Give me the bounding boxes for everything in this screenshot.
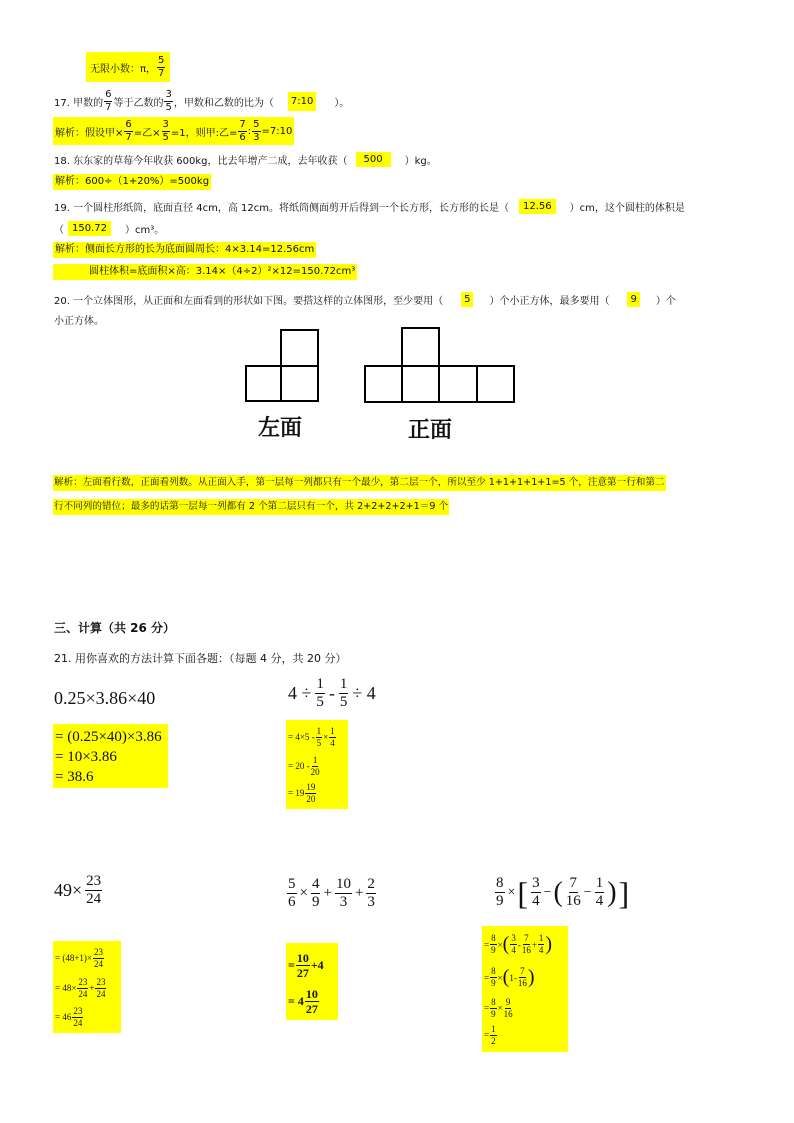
p3-s2-a: = 48× bbox=[55, 983, 77, 993]
p5-s3-a: = bbox=[484, 1003, 490, 1013]
p5-s1-fraction-2: $\frac{7}{16}$ bbox=[521, 933, 531, 955]
question-20 bbox=[54, 290, 676, 308]
p2-fraction-2: $\frac{1}{5}$ bbox=[339, 676, 348, 710]
q17-suffix: ，甲数和乙数的比为（ bbox=[173, 97, 274, 109]
problem-4-solution bbox=[286, 943, 338, 1020]
p3-s3-a: = 46 bbox=[55, 1012, 72, 1022]
p4-op2: + bbox=[323, 885, 332, 901]
q19-open2: （ bbox=[54, 224, 64, 236]
question-19 bbox=[54, 197, 685, 215]
q19-analysis-2: 圆柱体积=底面积×高：3.14×（4÷2）²×12=150.72cm³ bbox=[53, 264, 357, 280]
infinite-decimal-line bbox=[86, 52, 170, 82]
q17-analysis bbox=[53, 117, 294, 145]
fraction-5-7: $\frac{5}{7}$ bbox=[158, 54, 165, 79]
p2-s1-fraction-2: $\frac{1}{4}$ bbox=[330, 725, 335, 748]
q20-answer-1: 5 bbox=[461, 292, 473, 307]
question-20-line2: 小正方体。 bbox=[54, 316, 104, 327]
infinite-decimal-text: 无限小数：π， bbox=[90, 63, 157, 75]
q17-analysis-e: =7:10 bbox=[261, 125, 293, 137]
p3-s3-fraction: $\frac{23}{24}$ bbox=[73, 1005, 83, 1028]
p3-s2-b: + bbox=[89, 983, 95, 993]
p5-s2-one: 1- bbox=[509, 972, 517, 983]
front-view-cell bbox=[364, 365, 403, 403]
p5-fraction-1: $\frac{3}{4}$ bbox=[532, 875, 540, 909]
p5-s1-fraction-0: $\frac{8}{9}$ bbox=[491, 933, 496, 955]
p4-s1-a: = bbox=[288, 957, 295, 972]
problem-2-step-1 bbox=[288, 722, 346, 752]
q19-analysis-1: 解析：侧面长方形的长为底面圆周长：4×3.14=12.56cm bbox=[53, 242, 316, 258]
p4-fraction-3: $\frac{10}{3}$ bbox=[335, 876, 351, 910]
p5-right-paren: ) bbox=[607, 876, 617, 908]
p5-s1-fraction-3: $\frac{1}{4}$ bbox=[538, 933, 544, 955]
p5-s1-x: × bbox=[497, 939, 503, 950]
front-view-cell bbox=[438, 365, 478, 403]
problem-4-step-2 bbox=[288, 984, 336, 1018]
p4-op1: × bbox=[299, 885, 308, 901]
problem-4-step-1 bbox=[288, 946, 336, 984]
q17-analysis-fraction-2: $\frac{3}{5}$ bbox=[162, 118, 169, 143]
problem-1-expression: 0.25×3.86×40 bbox=[54, 688, 156, 708]
q20-analysis-line-1: 解析：左面看行数，正面看列数。从正面入手，第一层每一列都只有一个最少，第二层一个，所以至少 1+1+1+1+1=5 个，注意第一行和第二 bbox=[53, 475, 666, 491]
p2-s3-fraction: $\frac{19}{20}$ bbox=[306, 781, 316, 804]
p5-s1-p: + bbox=[531, 939, 537, 950]
q17-analysis-b: =乙× bbox=[133, 127, 161, 139]
q17-analysis-c: =1，则甲:乙= bbox=[170, 127, 238, 139]
p2-s3-a: = 19 bbox=[288, 788, 305, 798]
p2-fraction-1: $\frac{1}{5}$ bbox=[316, 676, 324, 710]
q19-text: 19. 一个圆柱形纸筒，底面直径 4cm，高 12cm。将纸筒侧面剪开后得到一个长方形，长方形的长是（ bbox=[54, 202, 510, 214]
q17-analysis-a: 解析：假设甲× bbox=[55, 127, 124, 139]
p5-left-paren: ( bbox=[553, 876, 563, 908]
p5-s2-right-paren: ) bbox=[527, 966, 535, 988]
q20-text: 20. 一个立体图形，从正面和左面看到的形状如下图。要搭这样的立体图形，至少要用（ bbox=[54, 295, 444, 307]
p5-fraction-2: $\frac{7}{16}$ bbox=[565, 875, 581, 909]
problem-3-expression bbox=[54, 874, 103, 907]
problem-4-expression bbox=[286, 877, 377, 910]
p3-s2-fraction-2: $\frac{23}{24}$ bbox=[96, 976, 106, 999]
p4-s1-b: +4 bbox=[310, 957, 324, 972]
p2-s1-fraction-1: $\frac{1}{5}$ bbox=[316, 725, 322, 748]
front-view-cell bbox=[476, 365, 515, 403]
problem-5-solution bbox=[482, 926, 568, 1052]
p4-fraction-4: $\frac{2}{3}$ bbox=[367, 876, 375, 910]
p5-s4-fraction: $\frac{1}{2}$ bbox=[491, 1023, 496, 1046]
p5-s1-a: = bbox=[484, 939, 490, 950]
p5-s3-fraction-0: $\frac{8}{9}$ bbox=[491, 996, 496, 1019]
p5-fraction-0: $\frac{8}{9}$ bbox=[496, 875, 504, 909]
left-view-cell bbox=[280, 365, 319, 402]
p5-right-bracket: ] bbox=[618, 874, 630, 911]
q17-analysis-fraction-3: $\frac{7}{6}$ bbox=[239, 118, 246, 143]
p5-s2-a: = bbox=[484, 972, 490, 983]
p5-s4-a: = bbox=[484, 1030, 490, 1040]
p3-s2-fraction-1: $\frac{23}{24}$ bbox=[78, 976, 88, 999]
p5-s1-fraction-1: $\frac{3}{4}$ bbox=[511, 933, 516, 955]
problem-3-solution bbox=[53, 941, 121, 1033]
q19-answer-2: 150.72 bbox=[68, 221, 111, 236]
problem-5-step-1 bbox=[484, 928, 566, 961]
q17-answer: 7:10 bbox=[288, 92, 316, 111]
p5-fraction-3: $\frac{1}{4}$ bbox=[595, 875, 604, 909]
problem-3-step-3 bbox=[55, 1003, 119, 1031]
p5-op0: × bbox=[507, 884, 516, 900]
p4-op3: + bbox=[354, 885, 364, 901]
q17-fraction-1: $\frac{6}{7}$ bbox=[105, 88, 112, 113]
q18-answer: 500 bbox=[356, 152, 391, 167]
p4-s2-fraction: $\frac{10}{27}$ bbox=[305, 986, 318, 1016]
p2-s1-a: = 4×5 - bbox=[288, 732, 315, 742]
q20-close: ）个 bbox=[655, 295, 676, 307]
section-3-title: 三、计算（共 26 分） bbox=[54, 621, 176, 635]
p5-s1-right-paren: ) bbox=[545, 933, 553, 955]
question-19-line2 bbox=[54, 219, 164, 237]
problem-1-step-2: = 10×3.86 bbox=[55, 749, 117, 765]
problem-5-step-4 bbox=[484, 1022, 566, 1048]
problem-2-step-3 bbox=[288, 780, 346, 806]
p2-s2-fraction: $\frac{1}{20}$ bbox=[310, 754, 320, 777]
p2-e-c: ÷ 4 bbox=[352, 683, 376, 703]
question-18 bbox=[54, 150, 437, 168]
problem-1-step-3: = 38.6 bbox=[55, 769, 94, 785]
p2-s2-a: = 20 - bbox=[288, 761, 310, 771]
q17-close: ）。 bbox=[334, 97, 350, 109]
p5-s3-x: × bbox=[497, 1003, 503, 1013]
problem-3-step-1 bbox=[55, 943, 119, 973]
problem-1-step-1: = (0.25×40)×3.86 bbox=[55, 729, 162, 745]
problem-5-step-2 bbox=[484, 961, 566, 994]
p2-s1-b: × bbox=[323, 732, 329, 742]
question-21: 21. 用你喜欢的方法计算下面各题：（每题 4 分，共 20 分） bbox=[54, 652, 347, 665]
p5-s2-x: × bbox=[497, 972, 503, 983]
p5-s3-fraction-1: $\frac{9}{16}$ bbox=[503, 996, 513, 1019]
q20-analysis-line-2: 行不同列的错位；最多的话第一层每一列都有 2 个第二层只有一个，共 2+2+2+2+1＝9 个 bbox=[53, 499, 449, 515]
p4-s1-fraction: $\frac{10}{27}$ bbox=[296, 950, 309, 980]
q17-analysis-d: : bbox=[247, 125, 252, 137]
p5-s1-m: - bbox=[517, 939, 521, 950]
problem-3-step-2 bbox=[55, 973, 119, 1003]
problem-2-step-2 bbox=[288, 752, 346, 780]
p4-fraction-2: $\frac{4}{9}$ bbox=[311, 876, 320, 910]
label-front-view: 正面 bbox=[408, 417, 453, 443]
q18-analysis: 解析：600÷（1+20%）=500kg bbox=[53, 174, 211, 190]
q19-close2: ）cm³。 bbox=[125, 224, 165, 236]
p5-s1-left-paren: ( bbox=[502, 933, 510, 955]
q17-analysis-fraction-4: $\frac{5}{3}$ bbox=[253, 118, 260, 143]
q19-answer-1: 12.56 bbox=[519, 199, 556, 214]
p3-s1-a: = (48+1)× bbox=[55, 953, 92, 963]
p5-op2: − bbox=[583, 884, 592, 900]
p5-s2-left-paren: ( bbox=[502, 966, 510, 988]
problem-5-expression bbox=[494, 876, 629, 909]
p2-e-b: - bbox=[328, 683, 335, 703]
p3-fraction: $\frac{23}{24}$ bbox=[86, 873, 102, 907]
left-view-cell bbox=[245, 365, 282, 402]
label-left-view: 左面 bbox=[258, 415, 303, 441]
p4-s2-a: = 4 bbox=[288, 993, 304, 1008]
p5-s2-fraction-1: $\frac{7}{16}$ bbox=[517, 966, 527, 988]
problem-2-solution bbox=[286, 720, 348, 809]
problem-5-step-3 bbox=[484, 994, 566, 1022]
front-view-cell-top bbox=[401, 327, 440, 367]
q20-mid: ）个小正方体，最多要用（ bbox=[489, 295, 610, 307]
p3-e-a: 49× bbox=[54, 880, 83, 900]
question-17 bbox=[54, 88, 349, 114]
left-view-cell-top bbox=[280, 329, 319, 367]
q18-text: 18. 东东家的草莓今年收获 600kg，比去年增产二成，去年收获（ bbox=[54, 155, 348, 167]
q17-analysis-fraction-1: $\frac{6}{7}$ bbox=[125, 118, 132, 143]
q17-prefix: 17. 甲数的 bbox=[54, 97, 104, 109]
p5-op1: − bbox=[543, 884, 552, 900]
p2-e-a: 4 ÷ bbox=[288, 683, 312, 703]
front-view-cell bbox=[401, 365, 440, 403]
q18-close: ）kg。 bbox=[404, 155, 437, 167]
p5-s2-fraction-0: $\frac{8}{9}$ bbox=[491, 966, 496, 988]
problem-1-solution bbox=[53, 724, 168, 788]
problem-2-expression bbox=[288, 677, 376, 710]
q20-answer-2: 9 bbox=[627, 292, 639, 307]
q17-fraction-2: $\frac{3}{5}$ bbox=[165, 88, 172, 113]
p3-s1-fraction: $\frac{23}{24}$ bbox=[93, 946, 103, 969]
q17-mid: 等于乙数的 bbox=[113, 97, 164, 109]
q19-mid: ）cm，这个圆柱的体积是 bbox=[569, 202, 685, 214]
p4-fraction-1: $\frac{5}{6}$ bbox=[288, 876, 296, 910]
p5-left-bracket: [ bbox=[517, 874, 529, 911]
